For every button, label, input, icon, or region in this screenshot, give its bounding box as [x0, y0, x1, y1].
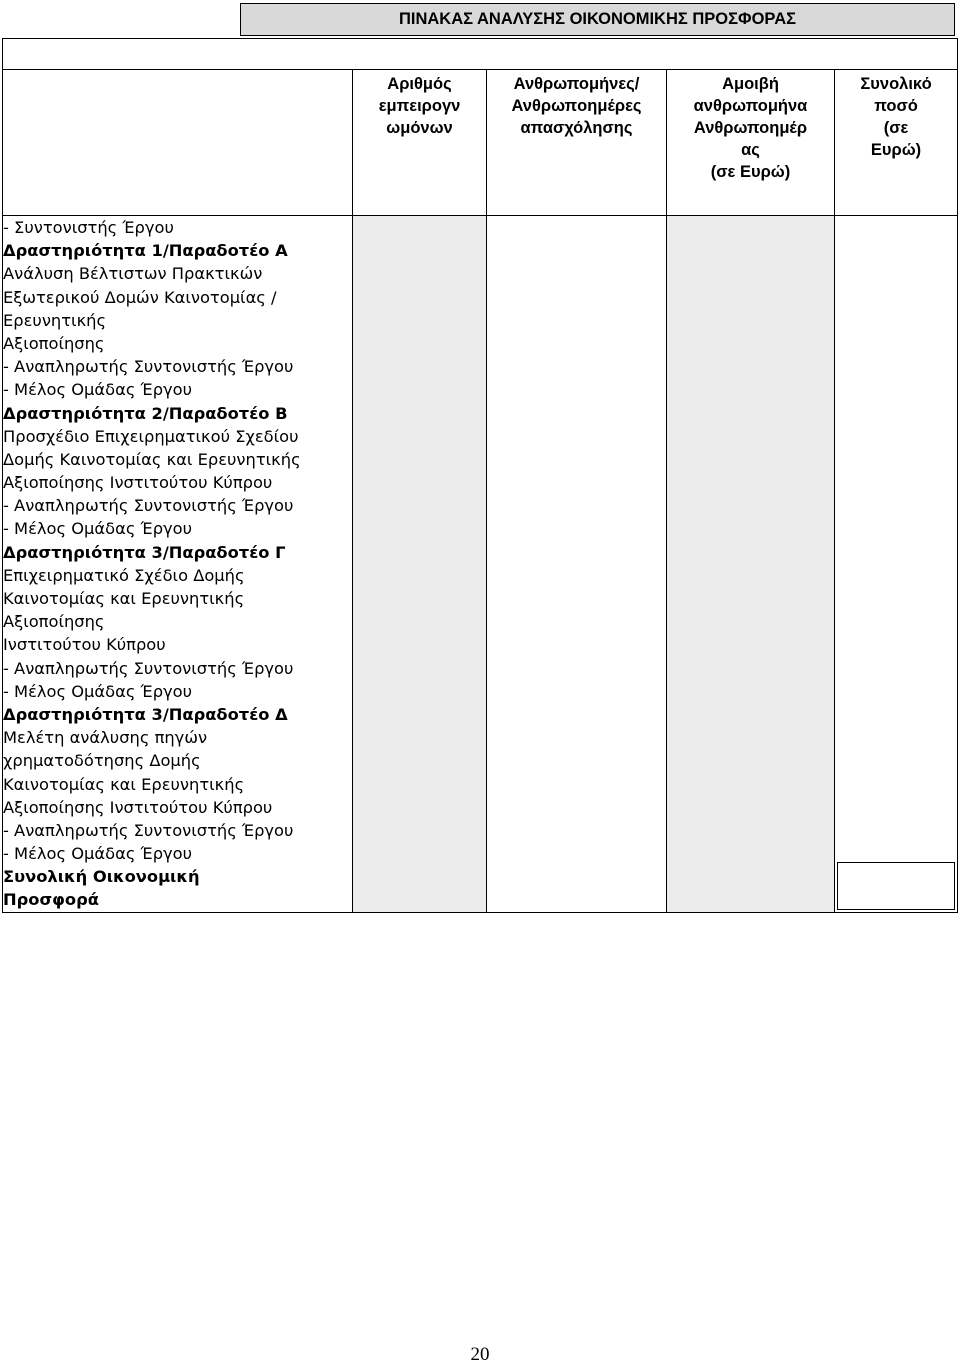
role-team-member: - Μέλος Ομάδας Έργου [3, 380, 193, 400]
activities-description-cell: - Συντονιστής Έργου Δραστηριότητα 1/Παραδοτέο Α Ανάλυση Βέλτιστων Πρακτικών Εξωτερικού Δομών Καινοτομίας / Ερευνητικής Αξιοποίησης - Αναπληρωτής Συντονιστής Έργου - Μέλος Ομάδας Έργου Δραστηριότητα 2/Παραδοτέο Β Προσχέδιο Επιχειρηματικού Σχεδίου Δομής Καινοτομίας και Ερευνητικής Αξιοποίησης Ινστιτούτου Κύπρου - Αναπληρωτής Συντονιστής Έργου - Μέλος Ομάδας Έργου Δραστηριότητα 3/Παραδοτέο Γ Επιχειρηματικό Σχέδιο Δομής Καινοτομίας και Ερευνητικής Αξιοποίησης Ινστιτούτου Κύπρου - Αναπληρωτής Συντονιστής Έργου - Μέλος Ομάδας Έργου Δραστηριότητα 3/Παραδοτέο Δ Μελέτη ανάλυσης πηγών χρηματοδότησης Δομής Καινοτομίας και Ερευνητικής Αξιοποίησης Ινστιτούτου Κύπρου - Αναπληρωτής Συντονιστής Έργου - Μέλος Ομάδας Έργου Συνολική Οικονομική Προσφορά [3, 216, 353, 913]
header-total: Συνολικό ποσό (σε Ευρώ) [835, 70, 958, 216]
header-fee: Αμοιβή ανθρωπομήνα Ανθρωποημέρ ας (σε Ευρώ) [667, 70, 835, 216]
header-experts: Αριθμός εμπειρογν ωμόνων [353, 70, 487, 216]
role-team-member: - Μέλος Ομάδας Έργου [3, 681, 193, 701]
page-number: 20 [470, 1344, 490, 1365]
header-blank-cell [3, 39, 958, 70]
role-coordinator: - Συντονιστής Έργου [3, 218, 174, 237]
total-column-cell [835, 216, 958, 913]
experts-column-cell [353, 216, 487, 913]
header-man-months: Ανθρωπομήνες/ Ανθρωπoημέρες απασχόλησης [487, 70, 667, 216]
header-empty-cell [3, 70, 353, 216]
total-amount-box-area [835, 860, 957, 912]
man-months-column-cell [487, 216, 667, 913]
fee-column-cell [667, 216, 835, 913]
activity-a-heading: Δραστηριότητα 1/Παραδοτέο Α [3, 241, 288, 261]
role-deputy-coordinator: - Αναπληρωτής Συντονιστής Έργου [3, 496, 294, 516]
table-row-body [3, 216, 958, 913]
header-blank-row [3, 39, 958, 70]
activity-d-heading: Δραστηριότητα 3/Παραδοτέο Δ [3, 704, 288, 724]
activity-b-heading: Δραστηριότητα 2/Παραδοτέο Β [3, 403, 288, 423]
role-team-member: - Μέλος Ομάδας Έργου [3, 844, 193, 864]
table-title: ΠΙΝΑΚΑΣ ΑΝΑΛΥΣΗΣ ΟΙΚΟΝΟΜΙΚΗΣ ΠΡΟΣΦΟΡΑΣ [240, 3, 955, 36]
total-offer-label: Συνολική Οικονομική [3, 867, 200, 887]
header-row [3, 70, 958, 216]
role-deputy-coordinator: - Αναπληρωτής Συντονιστής Έργου [3, 357, 294, 377]
financial-offer-table [2, 38, 958, 913]
total-amount-box[interactable] [837, 862, 955, 910]
role-deputy-coordinator: - Αναπληρωτής Συντονιστής Έργου [3, 658, 294, 678]
role-team-member: - Μέλος Ομάδας Έργου [3, 519, 193, 539]
activity-c-heading: Δραστηριότητα 3/Παραδοτέο Γ [3, 542, 286, 562]
role-deputy-coordinator: - Αναπληρωτής Συντονιστής Έργου [3, 820, 294, 840]
